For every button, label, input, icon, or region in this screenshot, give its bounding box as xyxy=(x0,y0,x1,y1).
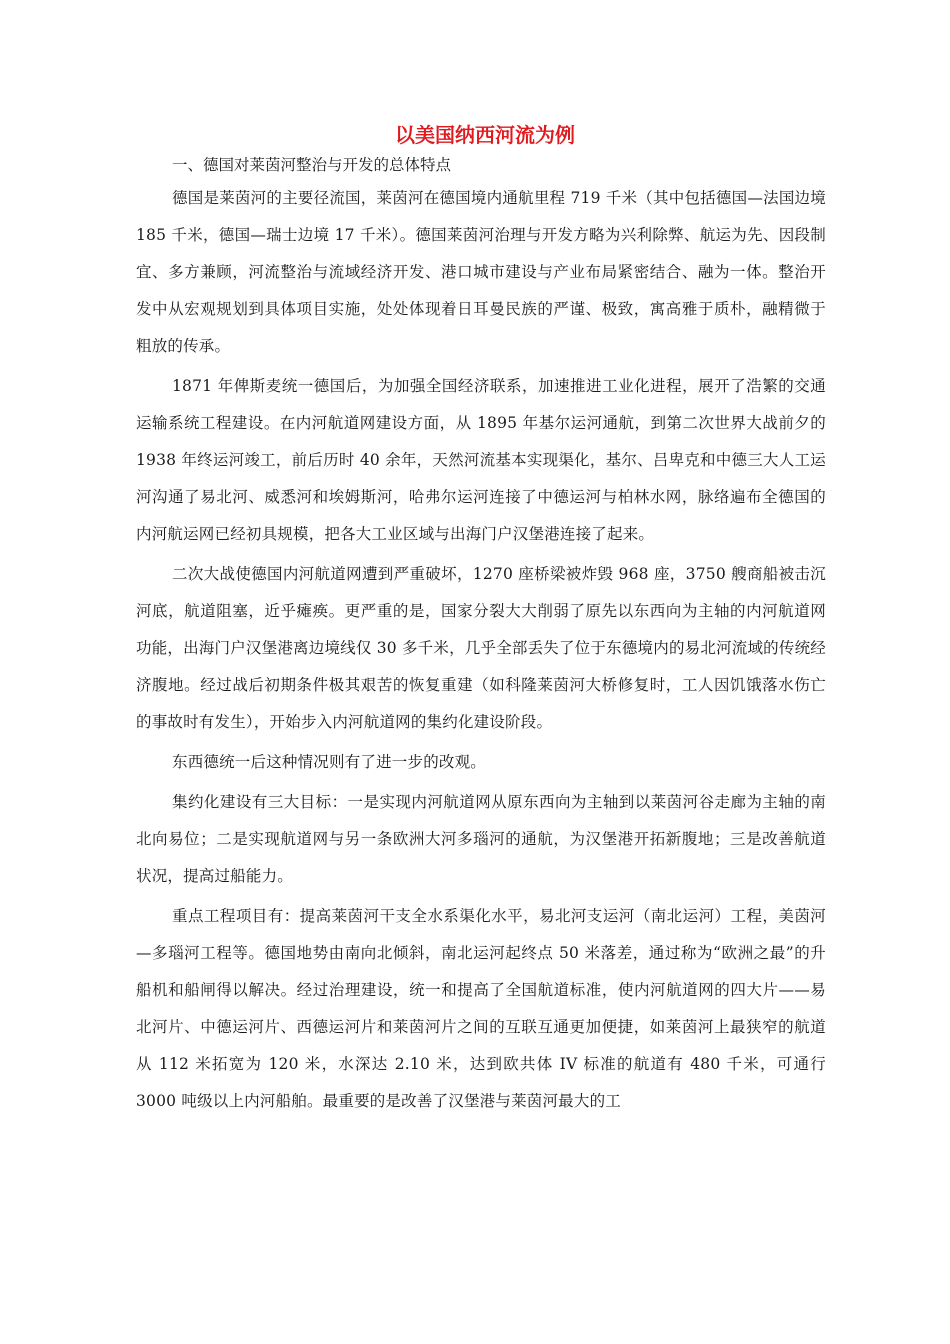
paragraph-5: 集约化建设有三大目标：一是实现内河航道网从原东西向为主轴到以莱茵河谷走廊为主轴的南北向易位；二是实现航道网与另一条欧洲大河多瑙河的通航，为汉堡港开拓新腹地；三是改善航道状况，提高过船能力。 xyxy=(136,793,826,885)
paragraph-1: 德国是莱茵河的主要径流国，莱茵河在德国境内通航里程 719 千米（其中包括德国—法国边境 185 千米，德国—瑞士边境 17 千米）。德国莱茵河治理与开发方略为兴利除弊、航运为先、因段制宜、多方兼顾，河流整治与流域经济开发、港口城市建设与产业布局紧密结合、融为一体。整治开发中从宏观规划到具体项目实施，处处体现着日耳曼民族的严谨、极致，寓高雅于质朴，融精微于粗放的传承。 xyxy=(136,189,826,355)
paragraph-3: 二次大战使德国内河航道网遭到严重破坏，1270 座桥梁被炸毁 968 座，3750 艘商船被击沉河底，航道阻塞，近乎瘫痪。更严重的是，国家分裂大大削弱了原先以东西向为主轴的内河航道网功能，出海门户汉堡港离边境线仅 30 多千米，几乎全部丢失了位于东德境内的易北河流域的传统经济腹地。经过战后初期条件极其艰苦的恢复重建（如科隆莱茵河大桥修复时，工人因饥饿落水伤亡的事故时有发生），开始步入内河航道网的集约化建设阶段。 xyxy=(136,565,826,731)
document-title: 以美国纳西河流为例 xyxy=(395,123,575,147)
document-page xyxy=(136,120,826,1123)
section-heading: 一、德国对莱茵河整治与开发的总体特点 xyxy=(172,156,452,174)
paragraph-6: 重点工程项目有：提高莱茵河干支全水系渠化水平，易北河支运河（南北运河）工程，美茵河—多瑙河工程等。德国地势由南向北倾斜，南北运河起终点 50 米落差，通过称为“欧洲之最”的升船机和船闸得以解决。经过治理建设，统一和提高了全国航道标准，使内河航道网的四大片——易北河片、中德运河片、西德运河片和莱茵河片之间的互联互通更加便捷，如莱茵河上最狭窄的航道从 112 米拓宽为 120 米，水深达 2.10 米，达到欧共体 IV 标准的航道有 480 千米，可通行 3000 吨级以上内河船舶。最重要的是改善了汉堡港与莱茵河最大的工 xyxy=(136,907,826,1110)
paragraph-2: 1871 年俾斯麦统一德国后，为加强全国经济联系，加速推进工业化进程，展开了浩繁的交通运输系统工程建设。在内河航道网建设方面，从 1895 年基尔运河通航，到第二次世界大战前夕的 1938 年终运河竣工，前后历时 40 余年，天然河流基本实现渠化，基尔、吕卑克和中德三大人工运河沟通了易北河、威悉河和埃姆斯河，哈弗尔运河连接了中德运河与柏林水网，脉络遍布全德国的内河航运网已经初具规模，把各大工业区域与出海门户汉堡港连接了起来。 xyxy=(136,377,826,543)
paragraph-4: 东西德统一后这种情况则有了进一步的改观。 xyxy=(172,753,487,771)
